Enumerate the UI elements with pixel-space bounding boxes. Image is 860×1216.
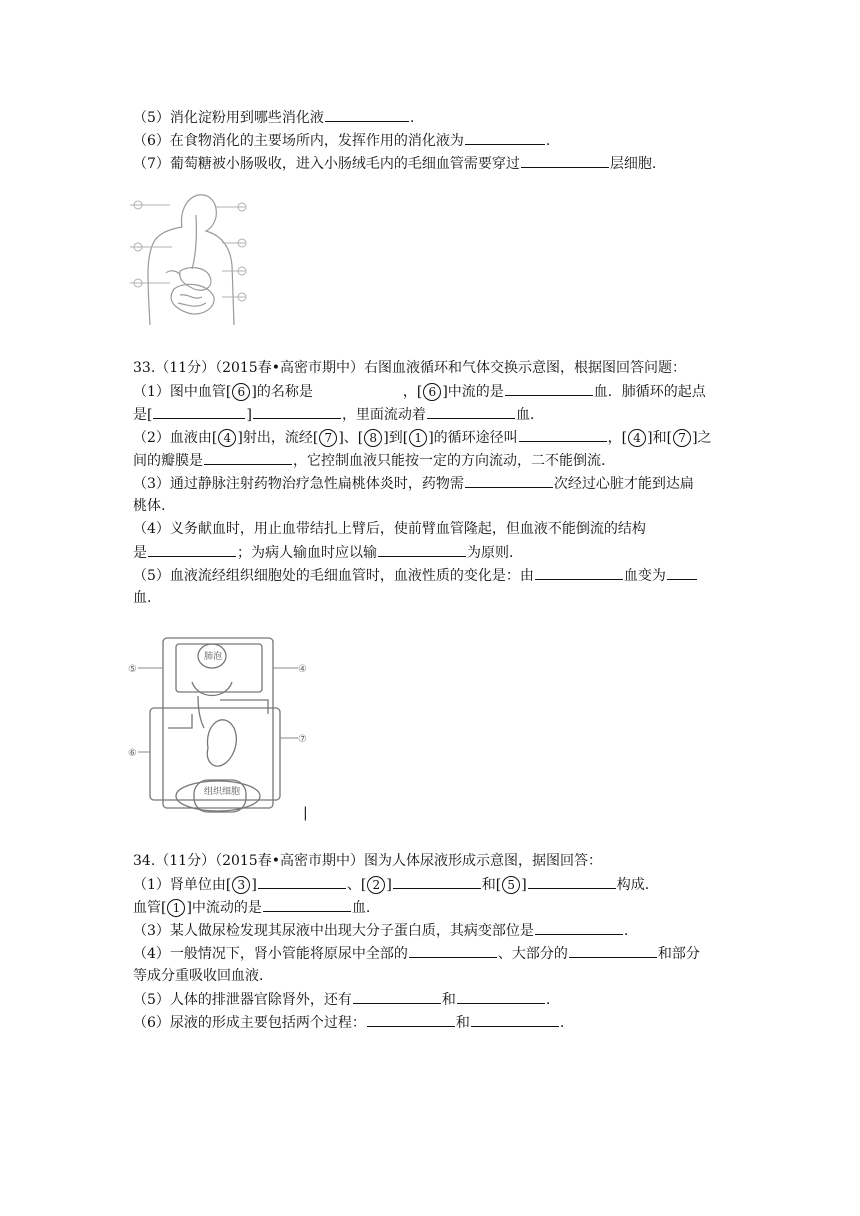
answer-blank[interactable] <box>148 542 236 557</box>
answer-blank[interactable] <box>325 107 409 122</box>
q33-p3-cont: 桃体. <box>133 498 166 514</box>
svg-text:⑥: ⑥ <box>128 748 137 759</box>
answer-blank[interactable] <box>569 943 657 958</box>
q34-p3: （3）某人做尿检发现其尿液中出现大分子蛋白质，其病变部位是 . <box>133 920 730 940</box>
answer-blank[interactable] <box>367 1012 455 1027</box>
answer-blank[interactable] <box>258 874 346 889</box>
answer-blank[interactable] <box>378 542 466 557</box>
q33-p3: （3）通过静脉注射药物治疗急性扁桃体炎时，药物需 次经过心脏才能到达扁 <box>133 473 730 493</box>
q34-p4-cont: 等成分重吸收回血液. <box>133 968 264 984</box>
answer-blank[interactable] <box>393 874 481 889</box>
svg-text:④: ④ <box>298 664 307 675</box>
q33-p1-cont: 是[ ] ，里面流动着 血. <box>133 404 730 424</box>
answer-blank[interactable] <box>521 153 609 168</box>
svg-text:组织细胞: 组织细胞 <box>204 787 241 797</box>
svg-text:⑦: ⑦ <box>298 734 307 745</box>
svg-text:肺泡: 肺泡 <box>204 652 223 662</box>
answer-blank[interactable] <box>535 920 623 935</box>
q32-line-7: （7）葡萄糖被小肠吸收，进入小肠绒毛内的毛细血管需要穿过 层细胞. <box>133 153 730 173</box>
q33-p5: （5）血液流经组织细胞处的毛细血管时，血液性质的变化是：由 血变为 <box>133 565 730 585</box>
answer-blank[interactable] <box>505 381 593 396</box>
q34-p1: （1）肾单位由[ 3 ] 、[ 2 ] 和[ 5 ] 构成. <box>133 874 730 894</box>
answer-blank[interactable] <box>465 473 553 488</box>
answer-blank[interactable] <box>535 565 623 580</box>
q34-heading: 34.（11分）（2015春•高密市期中）图为人体尿液形成示意图，据图回答： <box>133 853 602 869</box>
answer-blank[interactable] <box>263 897 351 912</box>
q32-line-5: （5）消化淀粉用到哪些消化液 . <box>133 107 730 127</box>
answer-blank[interactable] <box>667 565 697 580</box>
answer-blank[interactable] <box>253 404 341 419</box>
answer-blank[interactable] <box>204 450 292 465</box>
circulation-figure <box>128 628 310 820</box>
q34-p2: 血管[ 1 ]中流动的是 血. <box>133 897 730 917</box>
q33-heading: 33.（11分）（2015春•高密市期中）右图血液循环和气体交换示意图，根据图回答问题： <box>133 360 686 376</box>
answer-blank[interactable] <box>153 404 245 419</box>
answer-blank[interactable] <box>465 130 545 145</box>
q33-p2-cont: 间的瓣膜是 ，它控制血液只能按一定的方向流动，二不能倒流. <box>133 450 730 470</box>
q33-p1: （1）图中血管[ 6 ]的名称是 ，[ 6 ]中流的是 血．肺循环的起点 <box>133 381 730 401</box>
q32-line-6: （6）在食物消化的主要场所内，发挥作用的消化液为 . <box>133 130 730 150</box>
q34-p6: （6）尿液的形成主要包括两个过程： 和 . <box>133 1012 730 1032</box>
q34-p5: （5）人体的排泄器官除肾外，还有 和 . <box>133 989 730 1009</box>
q33-p4: （4）义务献血时，用止血带结扎上臂后，使前臂血管隆起，但血液不能倒流的结构 <box>133 521 646 537</box>
answer-blank[interactable] <box>353 989 441 1004</box>
answer-blank[interactable] <box>528 874 616 889</box>
q33-p5-cont: 血. <box>133 590 152 606</box>
svg-text:⑤: ⑤ <box>128 664 137 675</box>
answer-blank[interactable] <box>457 989 545 1004</box>
answer-blank[interactable] <box>519 427 607 442</box>
digestive-system-figure <box>130 185 260 330</box>
answer-blank[interactable] <box>427 404 515 419</box>
q34-p4: （4）一般情况下，肾小管能将原尿中全部的 、大部分的 和部分 <box>133 943 730 963</box>
q33-p4-cont: 是 ；为病人输血时应以输 为原则. <box>133 542 730 562</box>
stray-mark: | <box>303 805 308 821</box>
answer-blank[interactable] <box>409 943 497 958</box>
answer-blank[interactable] <box>471 1012 559 1027</box>
q33-p2: （2）血液由[ 4 ]射出，流经[ 7 ]、[ 8 ]到[ 1 ]的循环途径叫 ，[ 4 ]和[ 7 ]之 <box>133 427 730 447</box>
